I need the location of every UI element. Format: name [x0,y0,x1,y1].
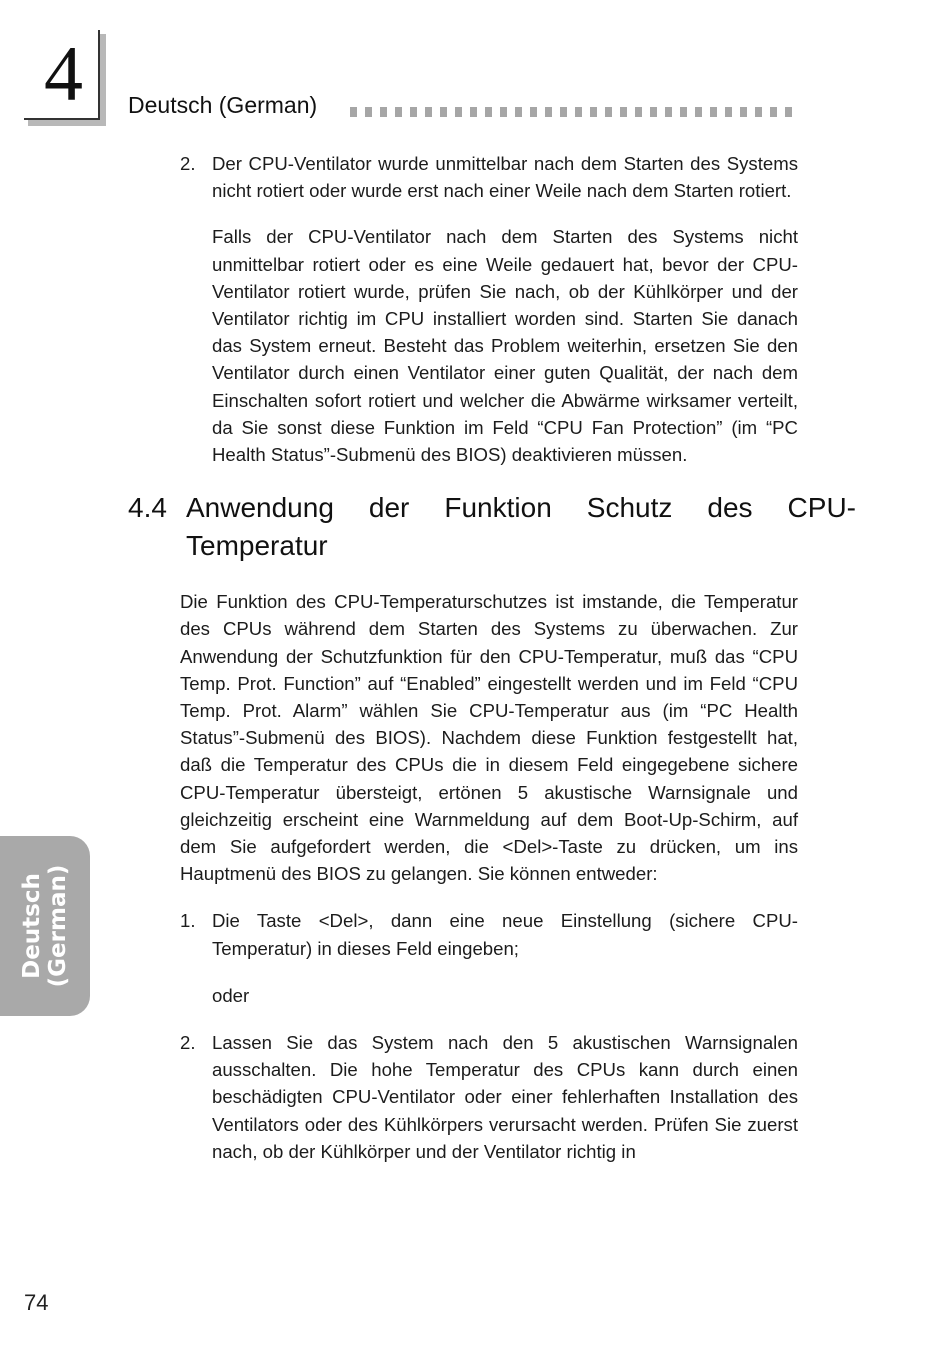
page-body [128,150,856,1165]
list-item-number: 2. [180,153,196,174]
list-item [180,150,798,204]
chapter-marker-shadow-bottom [28,120,106,126]
section-number: 4.4 [128,492,167,524]
section-heading [128,489,856,565]
chapter-marker-rule [98,30,100,120]
list-item-number: 2. [180,1032,196,1054]
list-item [180,1029,798,1165]
section-intro-paragraph: Die Funktion des CPU-Temperaturschutzes ist imstande, die Temperatur des CPUs während dem Starten des Systems zu überwachen. Zur Anwendung der Schutzfunktion für den CPU-Temperatur, muß das “CPU Temp. Prot. Function” auf “Enabled” eingestellt werden und im Feld “CPU Temp. Prot. Alarm” wählen Sie CPU-Temperatur aus (im “PC Health Status”-Submenü des BIOS). Nachdem diese Funktion festgestellt hat, daß die Temperatur des CPUs die in diesem Feld eingegebene sichere CPU-Temperatur übersteigt, ertönen 5 akustische Warnsignale und gleichzeitig erscheint eine Warnmeldung auf dem Boot-Up-Schirm, auf dem Sie aufgefordert werden, die <Del>-Taste zu drücken, um ins Hauptmenü des BIOS zu gelangen. Sie können entweder: [180,591,798,885]
chapter-marker [24,30,102,122]
running-header-title: Deutsch (German) [128,92,318,118]
side-tab-line-1: Deutsch [19,873,45,979]
chapter-marker-rule-bottom [24,118,100,120]
list-item-text: Der CPU-Ventilator wurde unmittelbar nach dem Starten des Systems nicht rotiert oder wurde erst nach einer Weile nach dem Starten rotiert. [212,153,798,202]
chapter-marker-shadow [100,34,106,126]
header-dotted-rule [350,107,800,117]
page-number: 74 [24,1290,49,1315]
or-text: oder [212,984,250,1006]
chapter-number: 4 [44,30,83,117]
side-tab-line-2: (German) [45,864,71,988]
list-item-text: Die Taste <Del>, dann eine neue Einstellung (sichere CPU-Temperatur) in dieses Feld eingeben; [212,910,798,959]
language-side-tab [0,836,90,1016]
side-tab-label [19,865,71,988]
list-item [180,907,798,961]
section-title: Anwendung der Funktion Schutz des CPU-Temperatur [186,492,856,562]
list-item-number: 1. [180,910,196,932]
list-item-detail: Falls der CPU-Ventilator nach dem Starten des Systems nicht unmittelbar rotiert oder es eine Weile gedauert hat, bevor der CPU-Ventilator rotiert wurde, prüfen Sie nach, ob der Kühlkörper und der Ventilator richtig im CPU installiert worden sind. Starten Sie danach das System erneut. Besteht das Problem weiterhin, ersetzen Sie den Ventilator durch einen Ventilator einer guten Qualität, der nach dem Einschalten sofort rotiert und welcher die Abwärme wirksamer verteilt, da Sie sonst diese Funktion im Feld “CPU Fan Protection” (im “PC Health Status”-Submenü des BIOS) deaktivieren müssen. [212,226,798,466]
list-item-text: Lassen Sie das System nach den 5 akustischen Warnsignalen ausschalten. Die hohe Temperatur des CPUs kann durch einen beschädigten CPU-Ventilator oder einer fehlerhaften Installation des Ventilators oder des Kühlkörpers verursacht werden. Prüfen Sie zuerst nach, ob der Kühlkörper und der Ventilator richtig in [212,1032,798,1162]
